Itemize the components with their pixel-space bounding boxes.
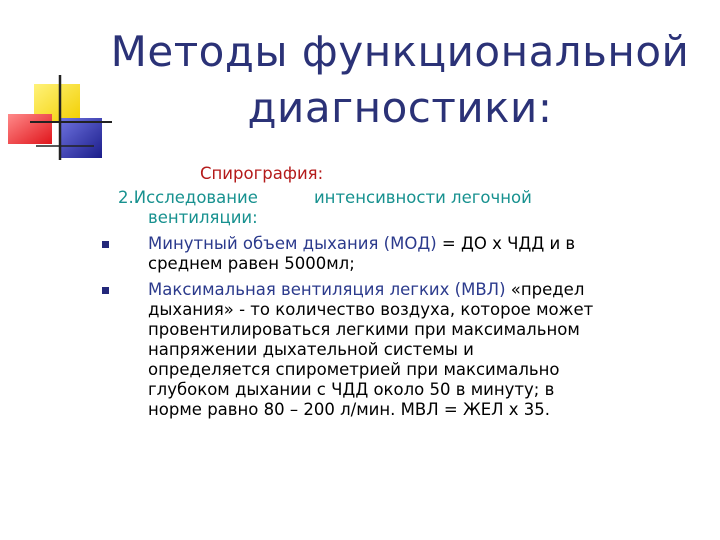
- item-text: определяется спирометрией при максимально: [148, 360, 560, 379]
- item-text: среднем равен 5000мл;: [148, 254, 355, 273]
- square-bullet-icon: [102, 287, 109, 294]
- square-bullet-icon: [102, 241, 109, 248]
- list-item: [100, 234, 700, 274]
- topic-heading: [118, 188, 700, 208]
- title-line: Методы функциональной: [110, 27, 690, 76]
- item-text: напряжении дыхательной системы и: [148, 340, 474, 359]
- item-term: Максимальная вентиляция легких (МВЛ): [148, 280, 506, 299]
- bullet-list: [100, 234, 700, 420]
- item-term: Минутный объем дыхания (МОД): [148, 234, 437, 253]
- item-text: провентилироваться легкими при максимальном: [148, 320, 580, 339]
- slide-content: [100, 164, 700, 426]
- slide-title: [100, 24, 700, 136]
- item-text: = ДО х ЧДД и в: [436, 234, 576, 253]
- item-text: глубоком дыхании с ЧДД около 50 в минуту; в: [148, 380, 555, 399]
- section-subtitle: Спирография:: [200, 164, 324, 183]
- item-text: дыхания» - то количество воздуха, которое может: [148, 300, 594, 319]
- item-text: норме равно 80 – 200 л/мин. МВЛ = ЖЕЛ х 35.: [148, 400, 551, 419]
- blue-square: [60, 118, 102, 158]
- topic-part: интенсивности легочной: [313, 188, 532, 207]
- topic-part: 2.Исследование: [118, 188, 258, 207]
- list-item: [100, 280, 700, 420]
- item-text: «предел: [505, 280, 585, 299]
- topic-heading-continued: вентиляции:: [148, 208, 258, 227]
- title-line: диагностики:: [247, 83, 553, 132]
- red-square: [8, 114, 52, 144]
